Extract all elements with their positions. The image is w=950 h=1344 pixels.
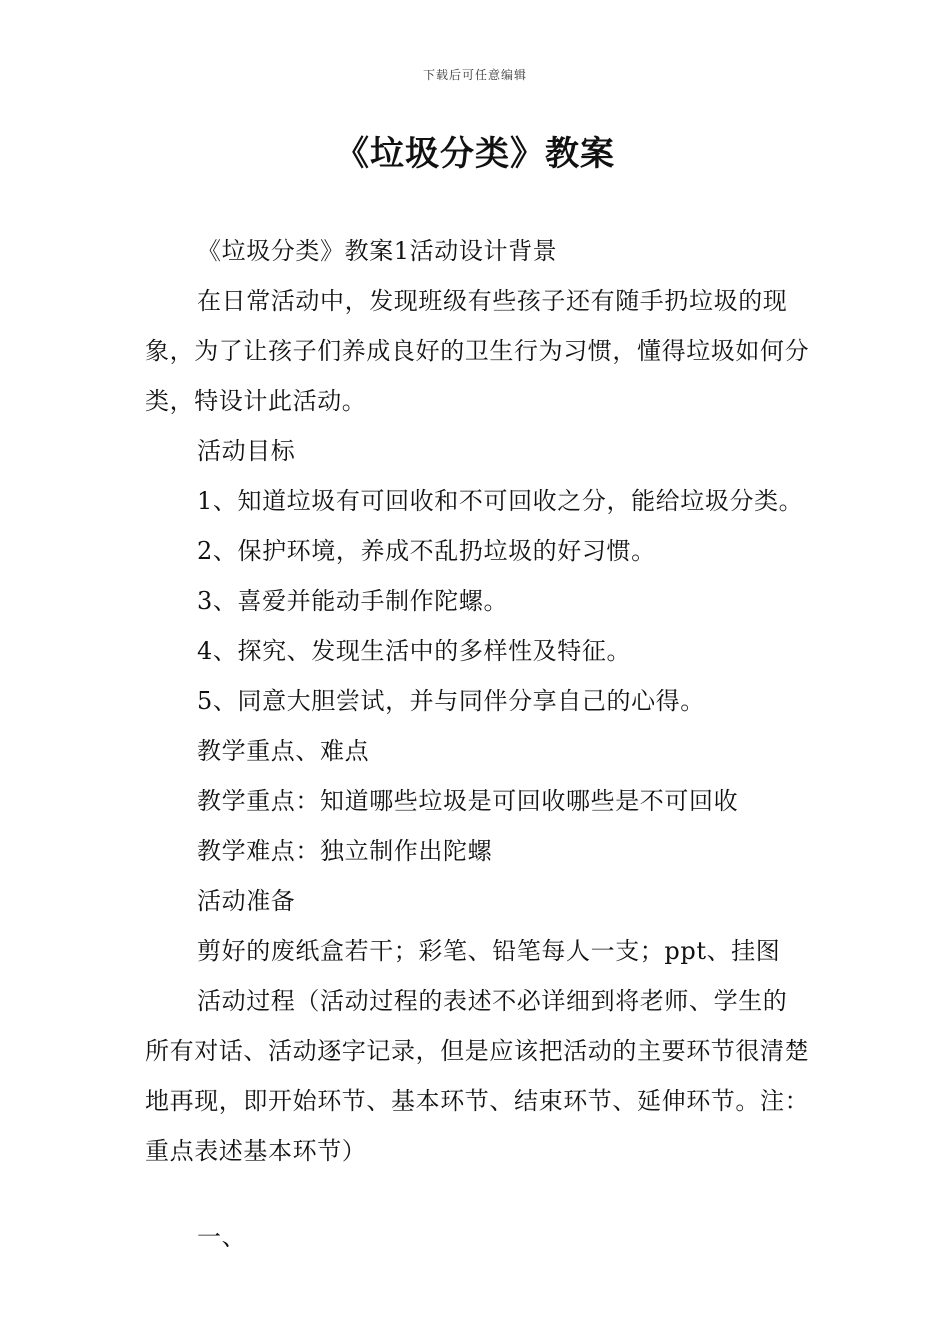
document-title: 《垃圾分类》教案 xyxy=(335,134,615,174)
paragraph-goals-heading: 活动目标 xyxy=(197,437,296,465)
page-header-note: 下载后可任意编辑 xyxy=(422,68,527,82)
paragraph-background-text: 在日常活动中，发现班级有些孩子还有随手扔垃圾的现象，为了让孩子们养成良好的卫生行为习惯，懂得垃圾如何分类，特设计此活动。 xyxy=(145,287,810,415)
paragraph-section-one: 一、 xyxy=(197,1223,247,1251)
paragraph-goal-1: 1、知道垃圾有可回收和不可回收之分，能给垃圾分类。 xyxy=(197,487,804,515)
paragraph-process-text: 活动过程（活动过程的表述不必详细到将老师、学生的所有对话、活动逐字记录，但是应该把活动的主要环节很清楚地再现，即开始环节、基本环节、结束环节、延伸环节。注：重点表述基本环节） xyxy=(145,987,810,1165)
paragraph-preparation-heading: 活动准备 xyxy=(197,887,296,915)
paragraph-key-points-heading: 教学重点、难点 xyxy=(197,737,370,765)
paragraph-key-point: 教学重点：知道哪些垃圾是可回收哪些是不可回收 xyxy=(197,787,739,815)
paragraph-preparation-text: 剪好的废纸盒若干；彩笔、铅笔每人一支；ppt、挂图 xyxy=(197,937,781,965)
paragraph-goal-3: 3、喜爱并能动手制作陀螺。 xyxy=(197,587,509,615)
paragraph-goal-2: 2、保护环境，养成不乱扔垃圾的好习惯。 xyxy=(197,537,656,565)
paragraph-background-heading: 《垃圾分类》教案1活动设计背景 xyxy=(197,237,558,265)
document-body xyxy=(145,226,810,1262)
paragraph-difficult-point: 教学难点：独立制作出陀螺 xyxy=(197,837,493,865)
paragraph-goal-5: 5、同意大胆尝试，并与同伴分享自己的心得。 xyxy=(197,687,705,715)
paragraph-goal-4: 4、探究、发现生活中的多样性及特征。 xyxy=(197,637,632,665)
